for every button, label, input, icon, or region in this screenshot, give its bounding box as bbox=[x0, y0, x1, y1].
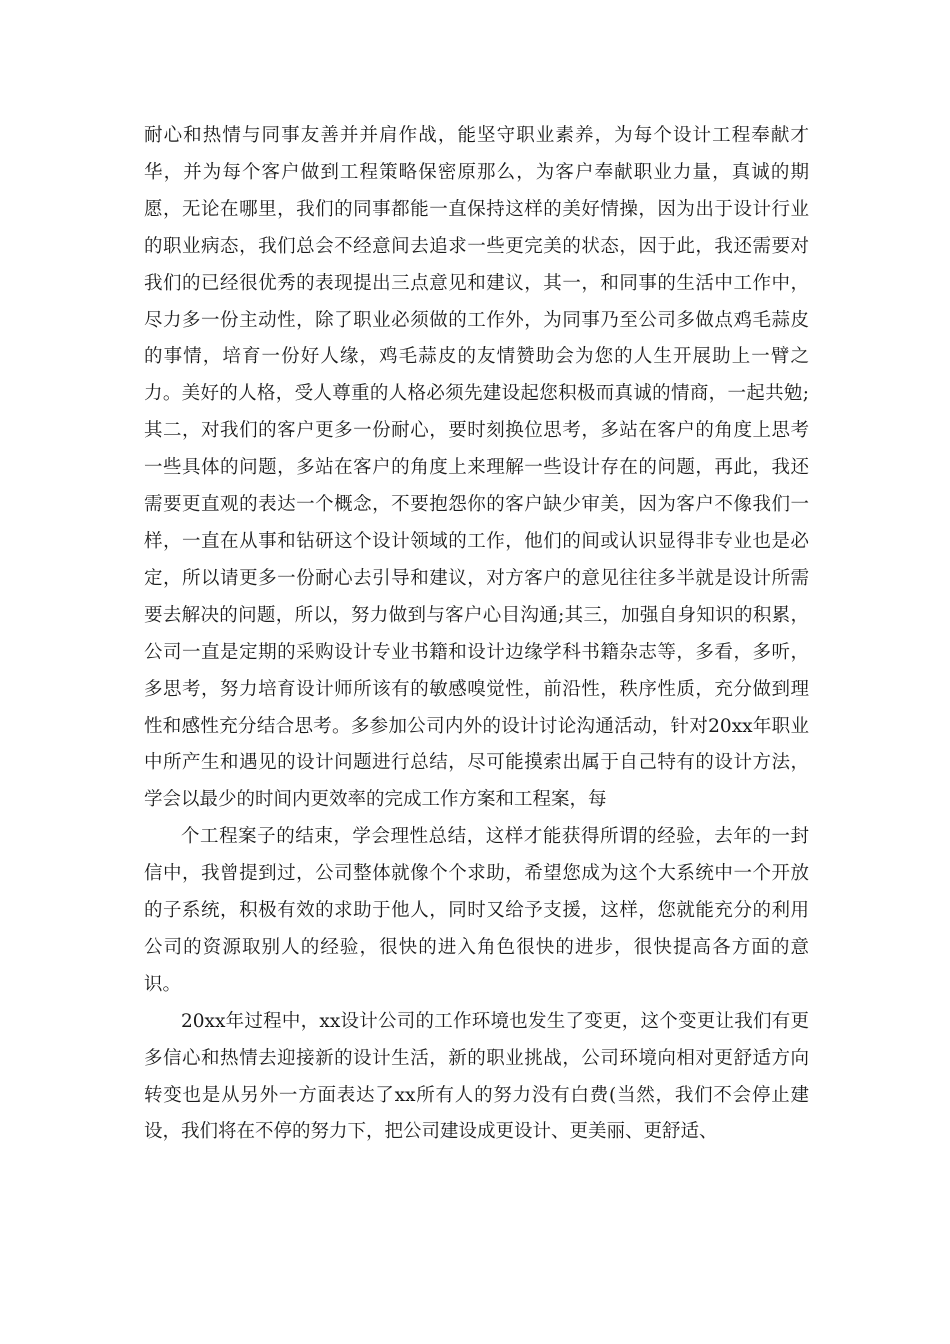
document-body bbox=[144, 118, 809, 1151]
paragraph-2: 个工程案子的结束，学会理性总结，这样才能获得所谓的经验，去年的一封信中，我曾提到过，公司整体就像个个求助，希望您成为这个大系统中一个开放的子系统，积极有效的求助于他人，同时又给予支援，这样，您就能充分的利用公司的资源取别人的经验，很快的进入角色很快的进步，很快提高各方面的意识。 bbox=[144, 826, 809, 995]
paragraph-1: 耐心和热情与同事友善并并肩作战，能坚守职业素养，为每个设计工程奉献才华，并为每个客户做到工程策略保密原那么，为客户奉献职业力量，真诚的期愿，无论在哪里，我们的同事都能一直保持这样的美好情操，因为出于设计行业的职业病态，我们总会不经意间去追求一些更完美的状态，因于此，我还需要对我们的已经很优秀的表现提出三点意见和建议，其一，和同事的生活中工作中，尽力多一份主动性，除了职业必须做的工作外，为同事乃至公司多做点鸡毛蒜皮的事情，培育一份好人缘，鸡毛蒜皮的友情赞助会为您的人生开展助上一臂之力。美好的人格，受人尊重的人格必须先建设起您积极而真诚的情商，一起共勉;其二，对我们的客户更多一份耐心，要时刻换位思考，多站在客户的角度上思考一些具体的问题，多站在客户的角度上来理解一些设计存在的问题，再此，我还需要更直观的表达一个概念，不要抱怨你的客户缺少审美，因为客户不像我们一样，一直在从事和钻研这个设计领域的工作，他们的间或认识显得非专业也是必定，所以请更多一份耐心去引导和建议，对方客户的意见往往多半就是设计所需要去解决的问题，所以，努力做到与客户心目沟通;其三，加强自身知识的积累，公司一直是定期的采购设计专业书籍和设计边缘学科书籍杂志等，多看，多听，多思考，努力培育设计师所该有的敏感嗅觉性，前沿性，秩序性质，充分做到理性和感性充分结合思考。多参加公司内外的设计讨论沟通活动，针对20xx年职业中所产生和遇见的设计问题进行总结，尽可能摸索出属于自己特有的设计方法，学会以最少的时间内更效率的完成工作方案和工程案，每 bbox=[144, 125, 809, 811]
paragraph-3: 20xx年过程中，xx设计公司的工作环境也发生了变更，这个变更让我们有更多信心和热情去迎接新的设计生活，新的职业挑战，公司环境向相对更舒适方向转变也是从另外一方面表达了xx所有人的努力没有白费(当然，我们不会停止建设，我们将在不停的努力下，把公司建设成更设计、更美丽、更舒适、 bbox=[144, 1010, 809, 1143]
